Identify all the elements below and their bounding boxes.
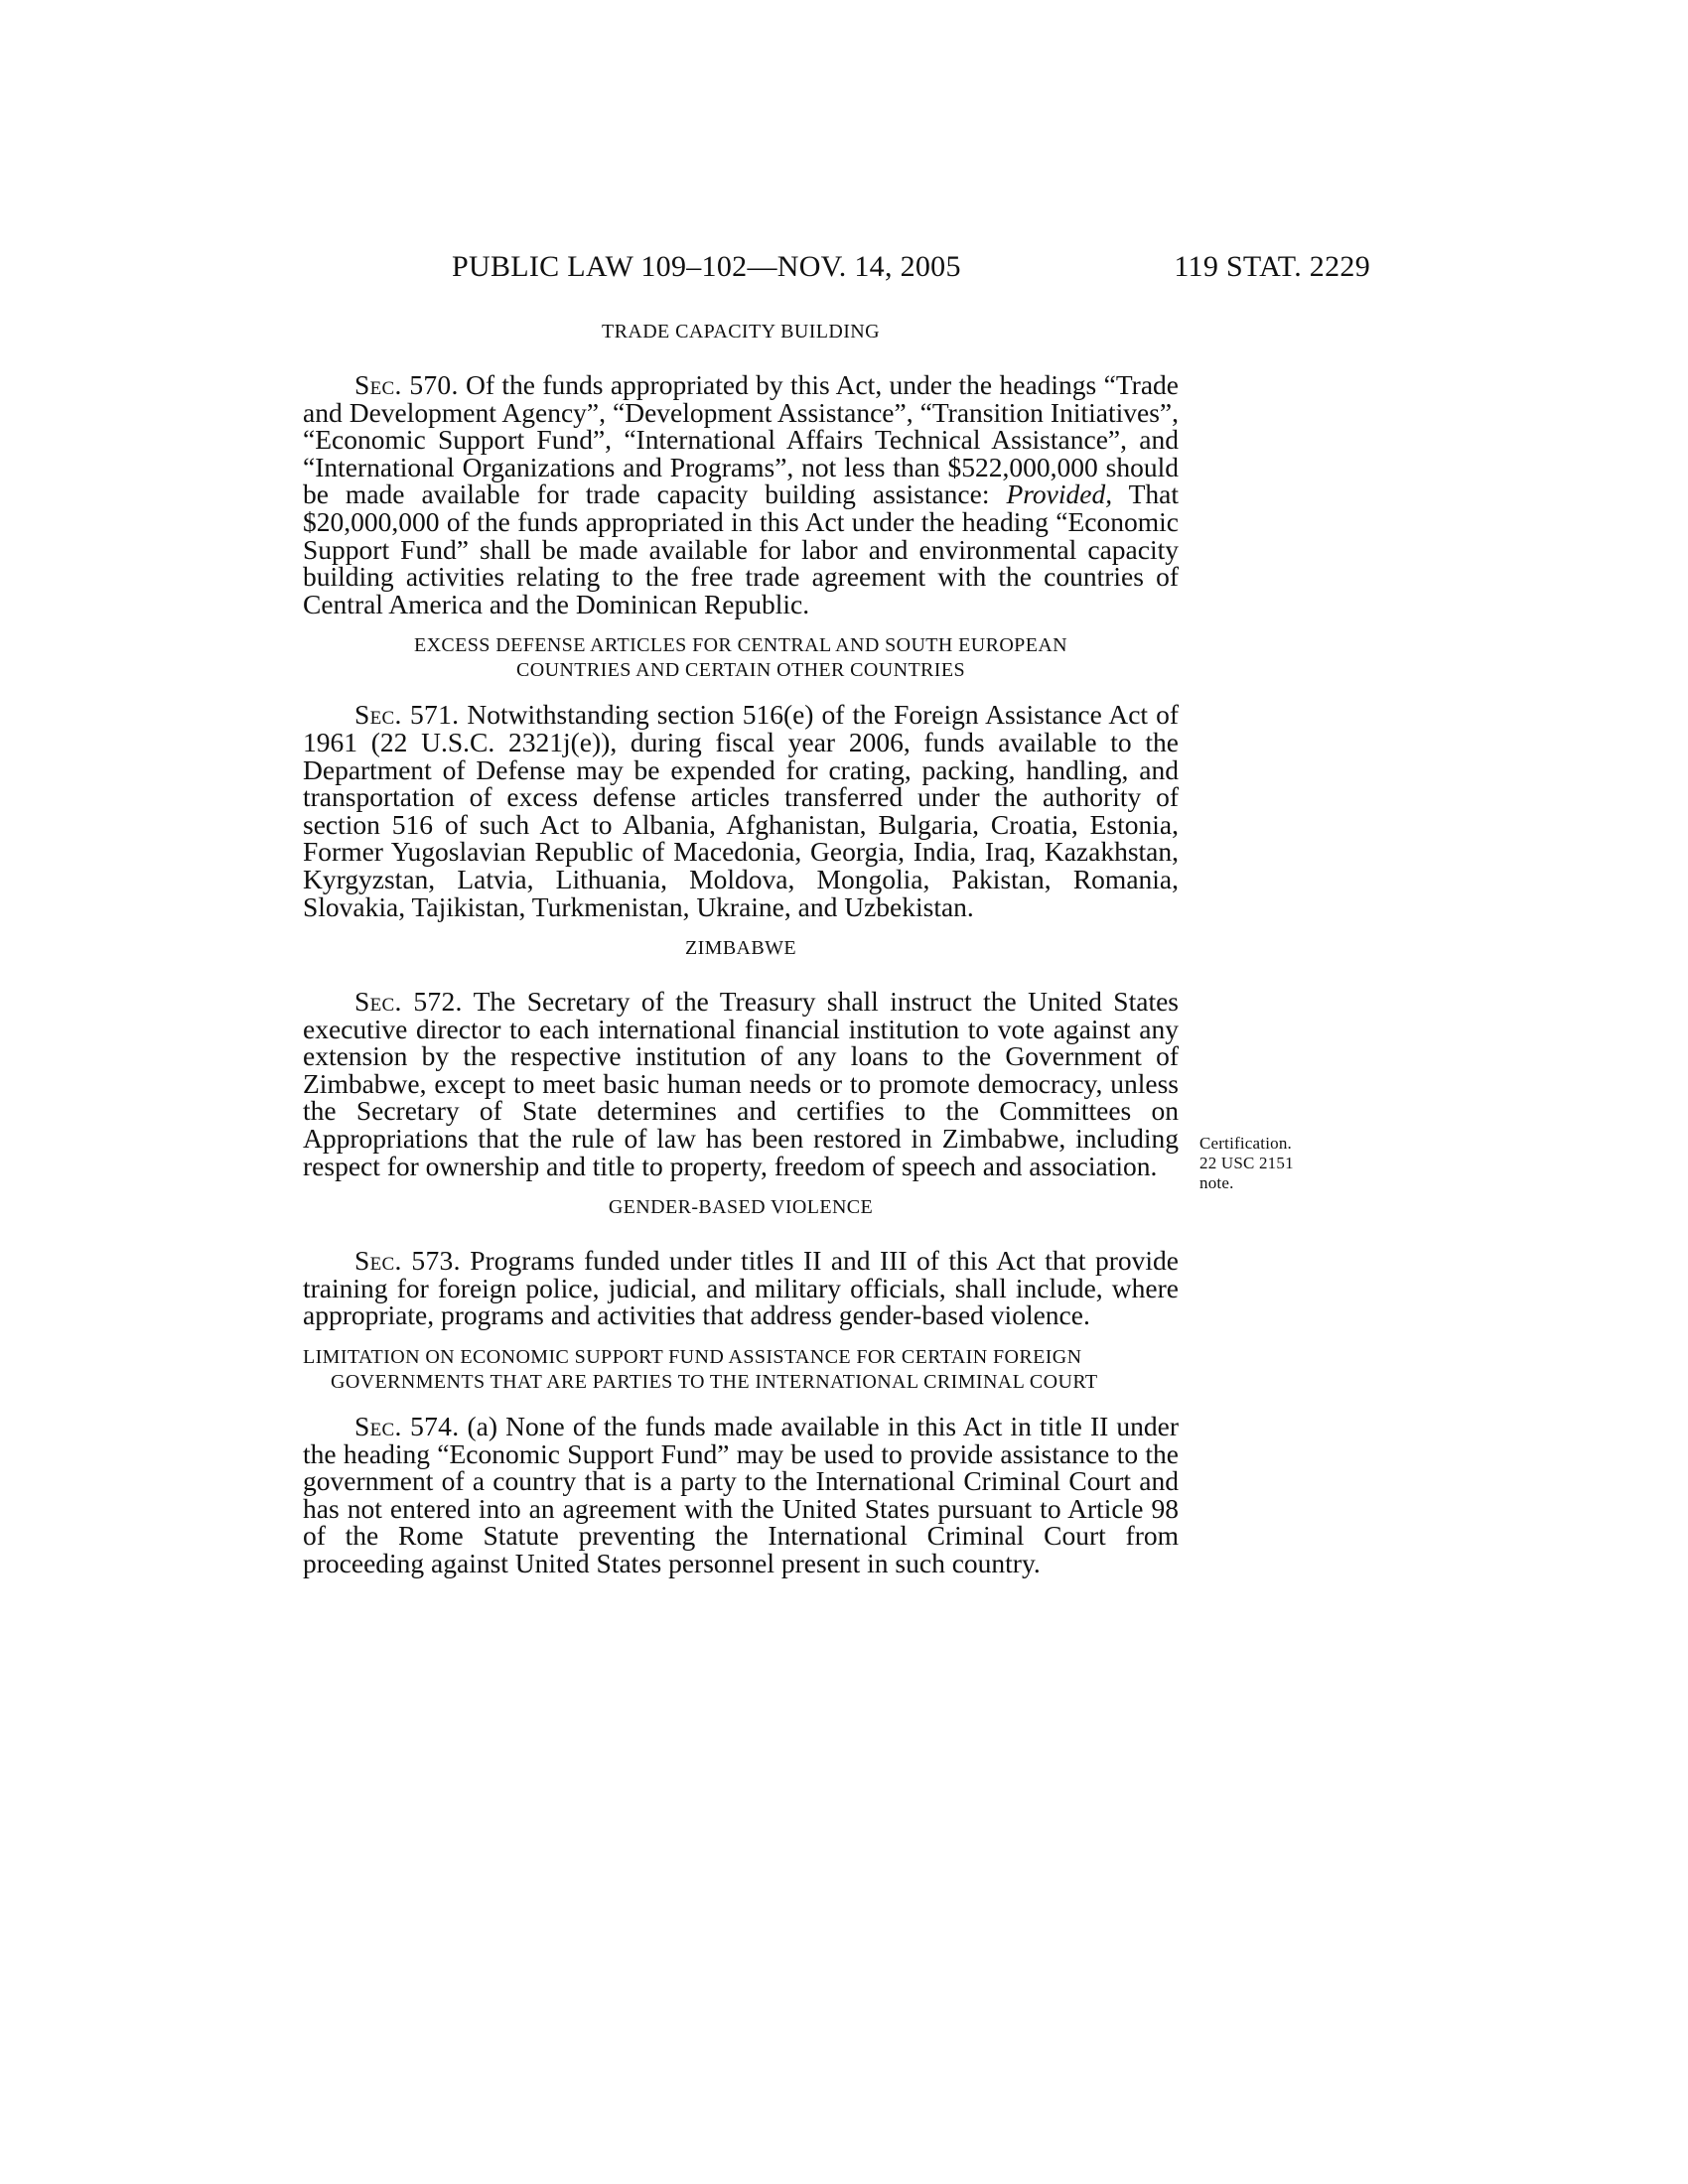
section-571-text: Notwithstanding section 516(e) of the Foreign Assistance Act of 1961 (22 U.S.C. 2321j(e)), during fiscal year 2006, funds available to the Department of Defense may be expended for crating, packing, handling, and transportation of excess defense articles transferred under the authority of section 516 of such Act to Albania, Afghanistan, Bulgaria, Croatia, Estonia, Former Yugoslavian Republic of Macedonia, Georgia, India, Iraq, Kazakhstan, Kyrgyzstan, Latvia, Lithuania, Moldova, Mongolia, Pakistan, Romania, Slovakia, Tajikistan, Turkmenistan, Ukraine, and Uzbekistan. xyxy=(303,699,1179,922)
section-573-paragraph xyxy=(303,1247,1179,1329)
section-571-paragraph xyxy=(303,701,1179,920)
running-head xyxy=(452,250,1370,290)
margin-note xyxy=(1199,1134,1348,1193)
margin-note-usc-citation: 22 USC 2151 xyxy=(1199,1154,1294,1172)
section-570-proviso: Provided, xyxy=(1006,478,1113,510)
section-570-text-a: Of the funds appropriated by this Act, under the headings “Trade and Development Agency”, “Development Assistance”, “Transition Initiatives”, “Economic Support Fund”, “International Affairs Technical Assistance”, and “International Organizations and Programs”, not less than $522,000,000 should be made available for trade capacity building assistance: xyxy=(303,369,1179,510)
section-574-text: (a) None of the funds made available in this Act in title II under the heading “Economic Support Fund” may be used to provide assistance to the government of a country that is a party to the International Criminal Court and has not entered into an agreement with the United States pursuant to Article 98 of the Rome Statute preventing the International Criminal Court from proceeding against United States personnel present in such country. xyxy=(303,1411,1179,1578)
section-571-heading-line1: EXCESS DEFENSE ARTICLES FOR CENTRAL AND SOUTH EUROPEAN xyxy=(413,634,1068,657)
document-body xyxy=(303,320,1179,1577)
section-570-text-b: That $20,000,000 of the funds appropriated in this Act under the heading “Economic Support Fund” shall be made available for labor and environmental capacity building activities relating to the free trade agreement with the countries of Central America and the Dominican Republic. xyxy=(303,478,1179,619)
section-570-heading: TRADE CAPACITY BUILDING xyxy=(602,321,880,342)
section-573-heading: GENDER-BASED VIOLENCE xyxy=(608,1196,874,1219)
section-572-text: The Secretary of the Treasury shall instruct the United States executive director to each international financial institution to vote against any extension by the respective institution of any loans to the Government of Zimbabwe, except to meet basic human needs or to promote democracy, unless the Secretary of State determines and certifies to the Committees on Appropriations that the rule of law has been restored in Zimbabwe, including respect for ownership and title to property, freedom of speech and association. xyxy=(303,986,1179,1181)
section-574-label: Sec. 574. xyxy=(354,1411,460,1442)
section-573-text: Programs funded under titles II and III of this Act that provide training for foreign police, judicial, and military officials, shall include, where appropriate, programs and activities that address gender-based violence. xyxy=(303,1245,1179,1331)
section-572-label: Sec. 572. xyxy=(354,986,463,1018)
page-header-title: PUBLIC LAW 109–102—NOV. 14, 2005 xyxy=(452,250,961,283)
margin-note-note: note. xyxy=(1199,1173,1234,1192)
section-573-label: Sec. 573. xyxy=(354,1245,461,1277)
section-571-label: Sec. 571. xyxy=(354,699,460,731)
section-571-heading-line2: COUNTRIES AND CERTAIN OTHER COUNTRIES xyxy=(516,659,965,682)
margin-note-certification: Certification. xyxy=(1199,1134,1292,1153)
statute-page-number: 119 STAT. 2229 xyxy=(1174,250,1370,283)
section-574-paragraph xyxy=(303,1413,1179,1577)
section-570-paragraph xyxy=(303,371,1179,617)
section-572-paragraph xyxy=(303,988,1179,1179)
section-571-heading xyxy=(303,633,1179,683)
section-572-heading: ZIMBABWE xyxy=(684,937,797,960)
section-574-heading: LIMITATION ON ECONOMIC SUPPORT FUND ASSISTANCE FOR CERTAIN FOREIGN GOVERNMENTS THAT ARE PARTIES TO THE INTERNATIONAL CRIMINAL COURT xyxy=(303,1346,1098,1394)
section-570-label: Sec. 570. xyxy=(354,369,459,400)
